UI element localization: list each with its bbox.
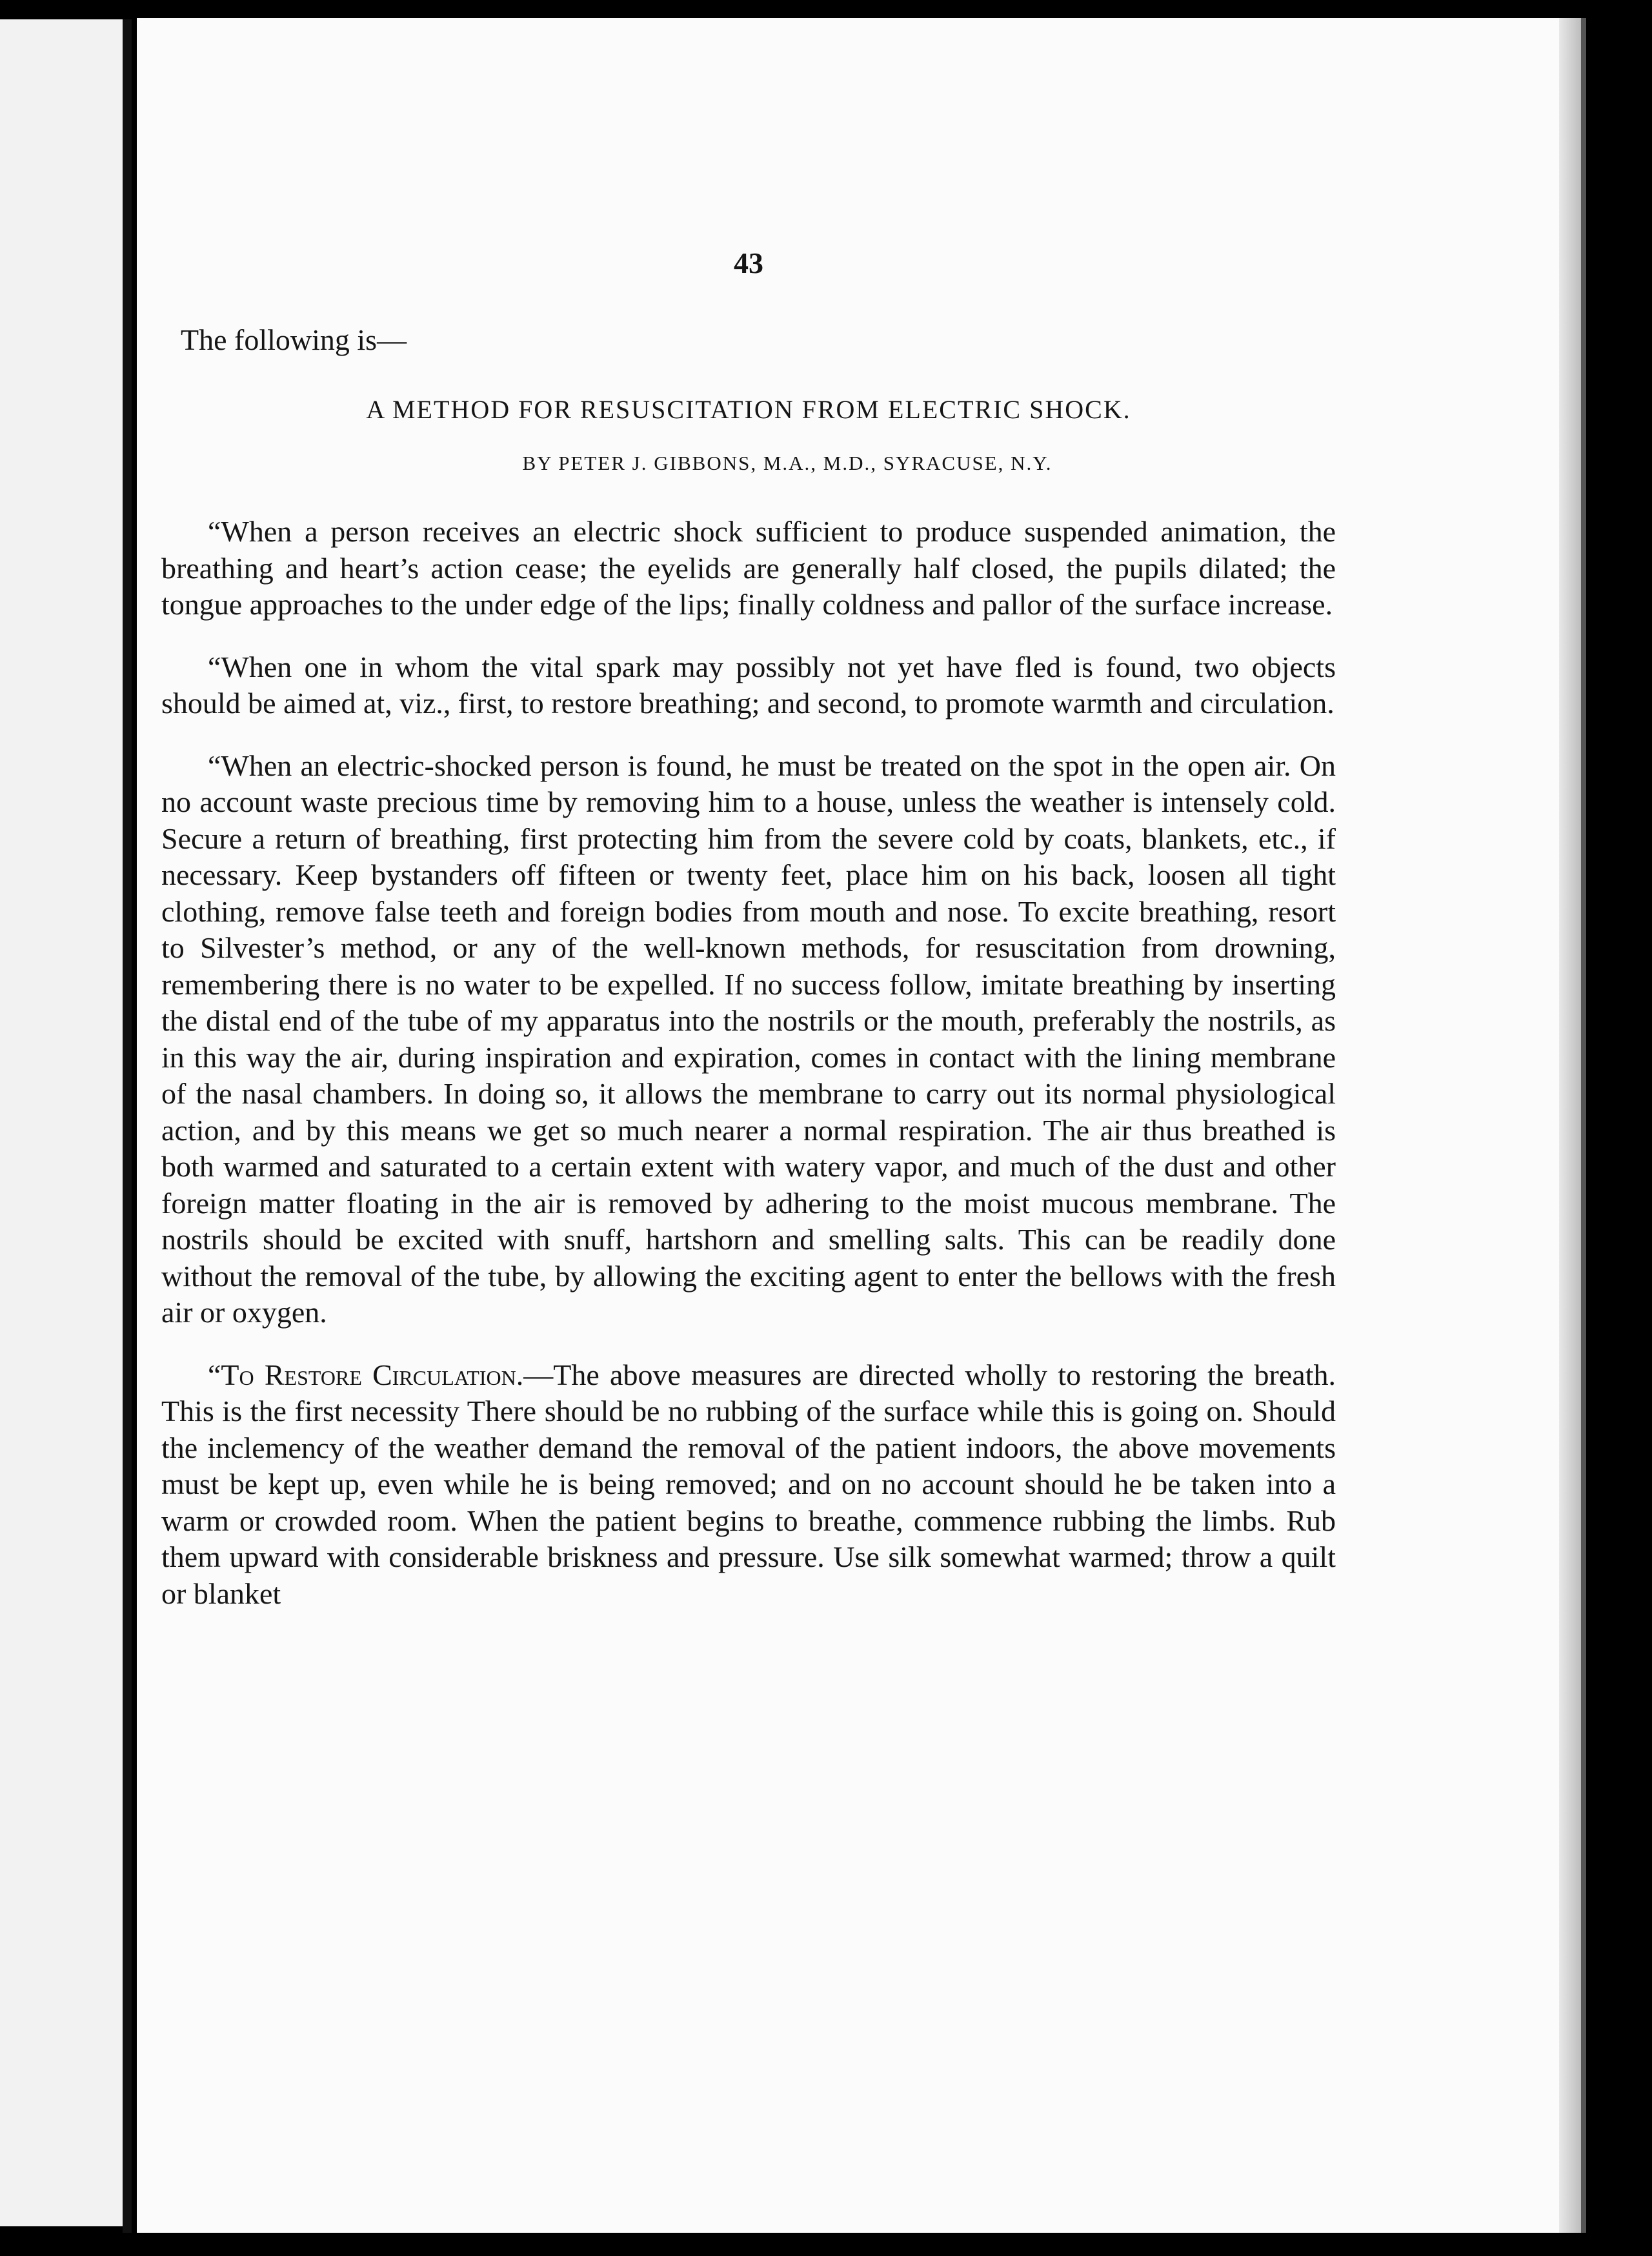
circulation-heading: “To Restore Circulation. [208,1358,524,1391]
paragraph-circulation [161,1357,1336,1613]
circulation-text: —The above measures are directed wholly to restoring the breath. This is the first necessity There should be no rubbing of the surface while this is going on. Should the inclemency of the weather demand the removal of the patient indoors, the above movements must be kept up, even while he is being removed; and on no account should he be taken into a warm or crowded room. When the patient begins to breathe, commence rubbing the limbs. Rub them upward with considerable briskness and pressure. Use silk somewhat warmed; throw a quilt or blanket [161,1358,1336,1610]
intro-line: The following is— [181,323,407,356]
page-text [161,245,1336,1612]
previous-page-edge [0,19,123,2226]
page-number: 43 [734,247,763,279]
paragraph-objects: “When one in whom the vital spark may possibly not yet have fled is found, two objects should be aimed at, viz., first, to restore breathing; and second, to promote warmth and circulation. [161,650,1336,720]
article-title: A METHOD FOR RESUSCITATION FROM ELECTRIC SHOCK. [366,395,1131,424]
paragraph-treatment: “When an electric-shocked person is found, he must be treated on the spot in the open air. On no account waste precious time by removing him to a house, unless the weather is intensely cold. Secure a return of breathing, first protecting him from the severe cold by coats, blankets, etc., if necessary. Keep bystanders off fifteen or twenty feet, place him on his back, loosen all tight clothing, remove false teeth and foreign bodies from mouth and nose. To excite breathing, resort to Silvester’s method, or any of the well-known methods, for resuscitation from drowning, remembering there is no water to be expelled. If no success follow, imitate breathing by inserting the distal end of the tube of my apparatus into the nostrils or the mouth, preferably the nostrils, as in this way the air, during inspiration and expiration, comes in contact with the lining membrane of the nasal chambers. In doing so, it allows the membrane to carry out its normal physiological action, and by this means we get so much nearer a normal respiration. The air thus breathed is both warmed and saturated to a certain extent with watery vapor, and much of the dust and other foreign matter floating in the air is removed by adhering to the moist mucous membrane. The nostrils should be excited with snuff, hartshorn and smelling salts. This can be readily done without the removal of the tube, by allowing the exciting agent to enter the bellows with the fresh air or oxygen. [161,749,1336,1329]
book-gutter [123,19,132,2233]
paragraph-symptoms: “When a person receives an electric shock sufficient to produce suspended animation, the breathing and heart’s action cease; the eyelids are generally half closed, the pupils dilated; the tongue approaches to the under edge of the lips; finally coldness and pallor of the surface increase. [161,515,1336,621]
article-byline: BY PETER J. GIBBONS, M.A., M.D., SYRACUSE, N.Y. [522,451,1053,474]
page-edge-shadow [1559,18,1581,2233]
